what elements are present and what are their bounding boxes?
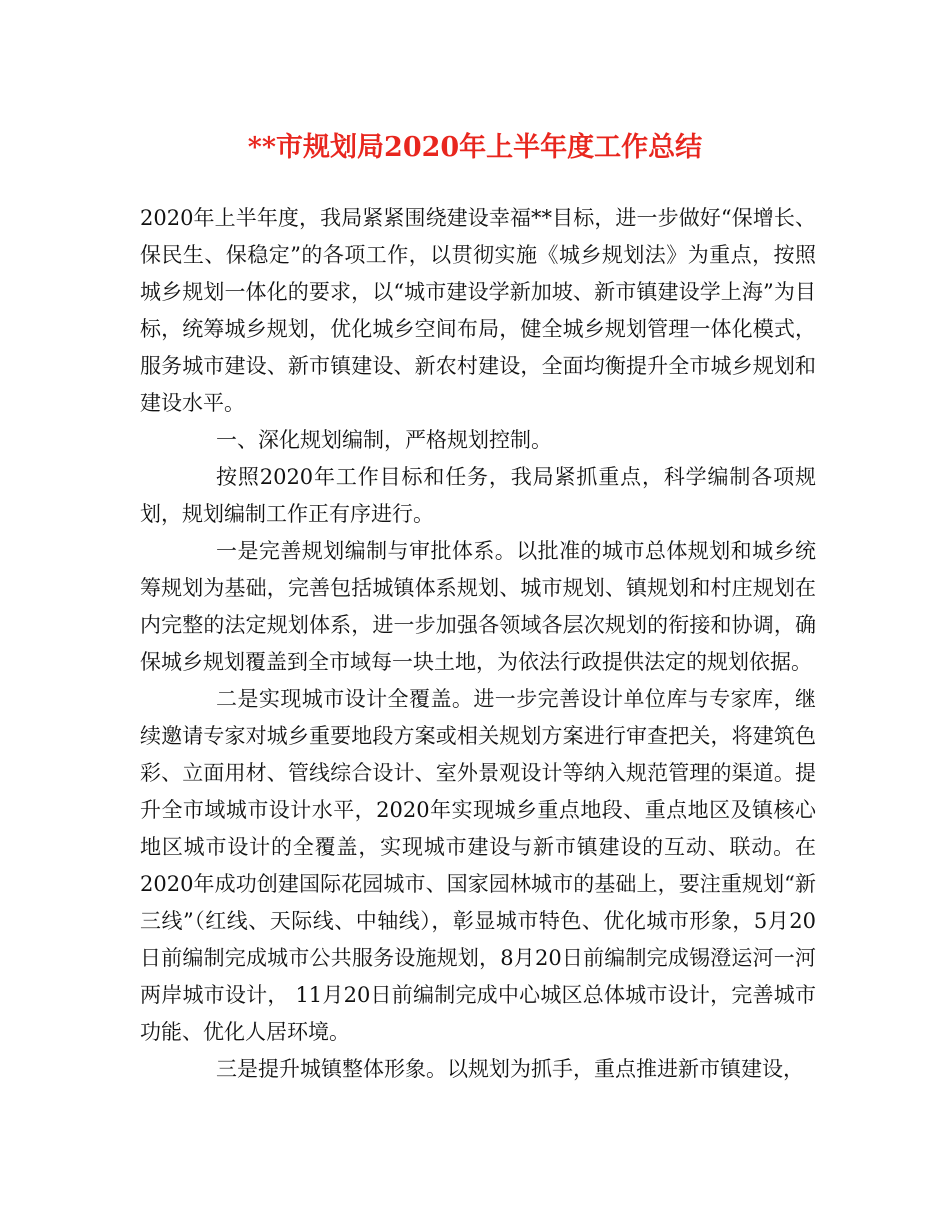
paragraph-point-2: 二是实现城市设计全覆盖。进一步完善设计单位库与专家库，继续邀请专家对城乡重要地段方案或相关规划方案进行审查把关，将建筑色彩、立面用材、管线综合设计、室外景观设计等纳入规范管理的渠道。提升全市域城市设计水平，2020年实现城乡重点地段、重点地区及镇核心地区城市设计的全覆盖，实现城市建设与新市镇建设的互动、联动。在2020年成功创建国际花园城市、国家园林城市的基础上，要注重规划“新三线”（红线、天际线、中轴线），彰显城市特色、优化城市形象，5月20日前编制完成城市公共服务设施规划，8月20日前编制完成锡澄运河一河两岸城市设计， 11月20日前编制完成中心城区总体城市设计，完善城市功能、优化人居环境。: [140, 687, 816, 1044]
paragraph-point-1: 一是完善规划编制与审批体系。以批准的城市总体规划和城乡统筹规划为基础，完善包括城镇体系规划、城市规划、镇规划和村庄规划在内完整的法定规划体系，进一步加强各领域各层次规划的衔接和协调，确保城乡规划覆盖到全市域每一块土地，为依法行政提供法定的规划依据。: [140, 539, 816, 674]
document-body: [140, 200, 816, 1088]
paragraph-intro: 2020年上半年度，我局紧紧围绕建设幸福**目标，进一步做好“保增长、保民生、保稳定”的各项工作，以贯彻实施《城乡规划法》为重点，按照城乡规划一体化的要求，以“城市建设学新加坡、新市镇建设学上海”为目标，统筹城乡规划，优化城乡空间布局，健全城乡规划管理一体化模式，服务城市建设、新市镇建设、新农村建设，全面均衡提升全市城乡规划和建设水平。: [140, 206, 816, 415]
paragraph-point-3: 三是提升城镇整体形象。以规划为抓手，重点推进新市镇建设，: [216, 1057, 804, 1081]
paragraph-section-1-intro: 按照2020年工作目标和任务，我局紧抓重点，科学编制各项规划，规划编制工作正有序进行。: [140, 465, 816, 526]
section-heading-1: 一、深化规划编制，严格规划控制。: [216, 428, 552, 452]
document-title: **市规划局2020年上半年度工作总结: [247, 132, 703, 163]
